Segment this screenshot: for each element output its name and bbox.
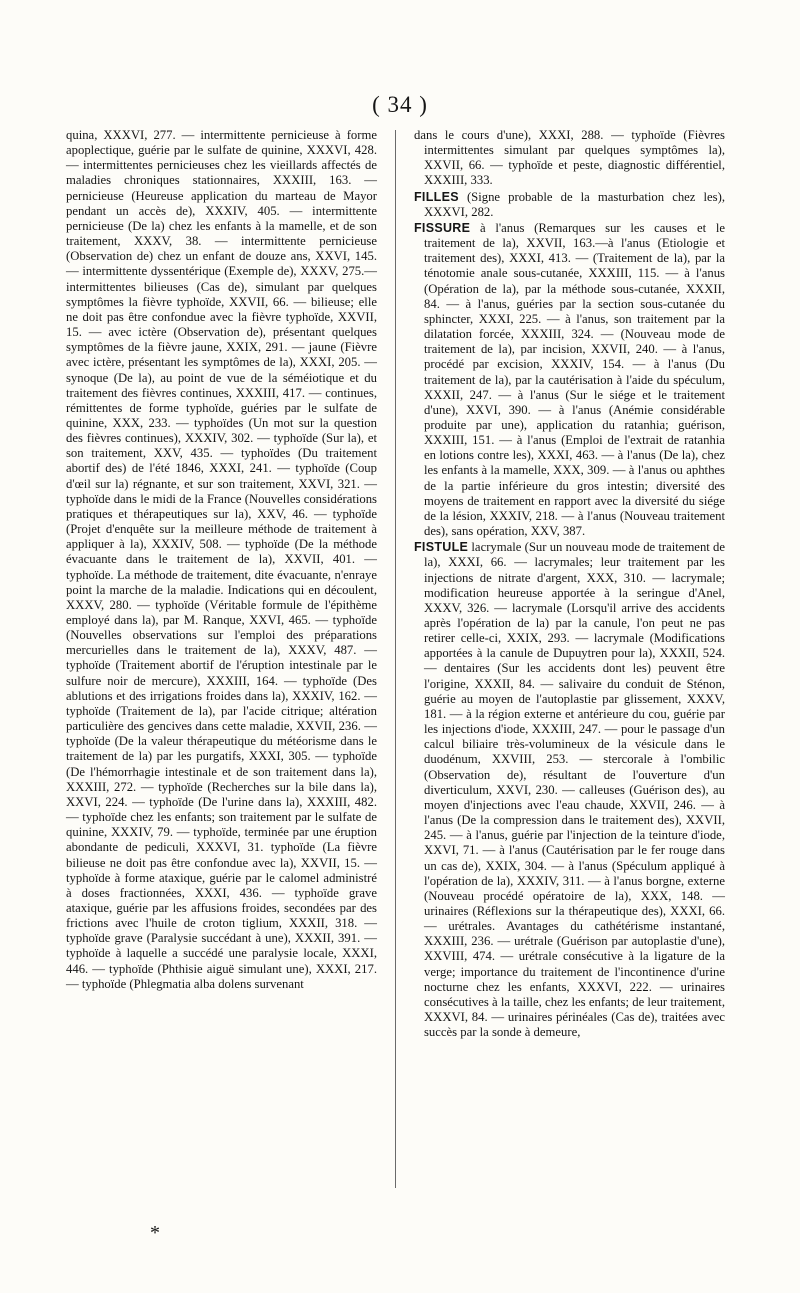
index-entry-continuation (414, 128, 725, 189)
signature-mark: * (150, 1222, 160, 1244)
entry-text: lacrymale (Sur un nouveau mode de traitement de la), XXXI, 66. — lacrymales; leur traitement par les injections de nitrate d'argent, XXX, 310. — lacrymale; modification heureuse apportée à la seringue d'Anel, XXXV, 326. — lacrymale (Lorsqu'il arrive des accidents après l'opération de la) par la canule, l'on peut ne pas retirer celle-ci, XXIX, 293. — lacrymale (Modifications apportées à la canule de Dupuytren pour la), XXXII, 524. — dentaires (Sur les accidents dont les) peuvent être l'origine, XXXII, 84. — salivaire du conduit de Sténon, guérie au moyen de l'autoplastie par glissement, XXXV, 181. — à la région externe et antérieure du cou, guérie par les injections d'iode, XXXIII, 247. — pour le passage d'un calcul biliaire très-volumineux de la vésicule dans le duodénum, XXVIII, 253. — stercorale à l'ombilic (Observation de), résultant de l'ouverture d'un diverticulum, XXVI, 230. — calleuses (Guérison des), au moyen d'injections avec l'eau chaude, XXVII, 246. — à l'anus (De la compression dans le traitement des), XXVII, 245. — à l'anus, guérie par l'injection de la teinture d'iode, XXVI, 71. — à l'anus (Cautérisation par le fer rouge dans un cas de), XXIX, 304. — à l'anus (Spéculum appliqué à l'opération de la), XXXIV, 311. — à l'anus borgne, externe (Nouveau procédé opératoire de la), XXX, 148. — urinaires (Réflexions sur la thérapeutique des), XXXI, 66. — urétrales. Avantages du cathétérisme instantané, XXXIII, 236. — urétrale (Guérison par autoplastie d'une), XXVIII, 474. — urétrale consécutive à la ligature de la verge; importance du traitement de l'incontinence d'urine nocturne chez les enfants, XXXVI, 222. — urinaires consécutives à la taille, chez les enfants; de leur traitement, XXXVI, 84. — urinaires périnéales (Cas de), traitées avec succès par la sonde à demeure, (424, 540, 725, 1040)
page-number: ( 34 ) (372, 92, 428, 117)
entry-text: dans le cours d'une), XXXI, 288. — typhoïde (Fièvres intermittentes simulant par quelques symptômes la), XXVII, 66. — typhoïde et peste, diagnostic différentiel, XXXIII, 333. (414, 128, 725, 188)
entry-heading: FISTULE (414, 540, 469, 555)
left-column-text: quina, XXXVI, 277. — intermittente pernicieuse à forme apoplectique, guérie par le sulfate de quinine, XXXVI, 428.— intermittentes pernicieuses chez les vieillards affectés de maladies chroniques stationnaires, XXXIII, 163. — pernicieuse (Heureuse application du marteau de Mayor pendant un accès de), XXXIV, 405. — intermittente pernicieuse (De la) chez les enfants à la mamelle, et de son traitement, XXXV, 38. — intermittente pernicieuse (Observation de) chez un enfant de douze ans, XXVI, 145. — intermittente dyssentérique (Exemple de), XXXV, 275.—intermittentes bilieuses (Cas de), simulant par quelques symptômes la fièvre typhoïde, XXVII, 66. — bilieuse; elle ne doit pas être confondue avec la fièvre typhoïde, XXVII, 15. — avec ictère (Observation de), présentant quelques symptômes de la fièvre jaune, XXIX, 291. — jaune (Fièvre avec ictère, présentant les symptômes de la), XXXI, 205. — synoque (De la), au point de vue de la séméiotique et du traitement des fièvres continues, XXXIII, 417. — continues, rémittentes de forme typhoïde, guéries par le sulfate de quinine, XXX, 233. — typhoïdes (Un mot sur la question des fièvres continues), XXXIV, 302. — typhoïde (Sur la), et son traitement, XXV, 435. — typhoïdes (Du traitement abortif des) de l'été 1846, XXXI, 241. — typhoïde (Coup d'œil sur la) régnante, et sur son traitement, XXVI, 321. — typhoïde dans le midi de la France (Nouvelles considérations pratiques et thérapeutiques sur la), XXV, 46. — typhoïde (Projet d'enquête sur la meilleure méthode de traitement à appliquer à la), XXXIV, 508. — typhoïde (De la méthode évacuante dans le traitement de la), XXVII, 401. — typhoïde. La méthode de traitement, dite évacuante, n'enraye point la marche de la maladie. Indications qui en découlent, XXXV, 280. — typhoïde (Véritable formule de l'épithème employé dans la), par M. Ranque, XXVI, 465. — typhoïde (Nouvelles observations sur l'emploi des préparations mercurielles dans le traitement de la), XXXV, 487. — typhoïde (Traitement abortif de l'éruption intestinale par le sulfure noir de mercure), XXXIII, 164. — typhoïde (Des ablutions et des irrigations froides dans la), XXXIV, 162. — typhoïde (Traitement de la), par l'acide citrique; altération particulière des gencives dans cette maladie, XXVII, 236. — typhoïde (De la valeur thérapeutique du météorisme dans le traitement de la) par les purgatifs, XXXI, 305. — typhoïde (De l'hémorrhagie intestinale et de son traitement dans la), XXXIII, 272. — typhoïde (Recherches sur la bile dans la), XXVI, 224. — typhoïde (De l'urine dans la), XXXIII, 482.— typhoïde chez les enfants; son traitement par le sulfate de quinine, XXXIV, 79. — typhoïde, terminée par une éruption abondante de pediculi, XXXVI, 31. typhoïde (La fièvre bilieuse ne doit pas être confondue avec la), XXVII, 15. — typhoïde à forme ataxique, guérie par le calomel administré à doses fractionnées, XXXI, 436. — typhoïde grave ataxique, guérie par les affusions froides, secondées par des frictions avec l'huile de croton tiglium, XXXII, 318. —typhoïde grave (Paralysie succédant à une), XXXII, 391. — typhoïde à laquelle a succédé une paralysie locale, XXXI, 446. — typhoïde (Phthisie aiguë simulant une), XXXI, 217. — typhoïde (Phlegmatia alba dolens survenant (66, 128, 377, 991)
index-entry-fistule (414, 540, 725, 1040)
entry-heading: FILLES (414, 189, 459, 204)
right-column (414, 128, 725, 1041)
index-entry-fissure (414, 221, 725, 539)
entry-text: (Signe probable de la masturbation chez les), XXXVI, 282. (424, 189, 725, 219)
left-column (66, 128, 377, 993)
index-entry-filles (414, 190, 725, 220)
column-divider (395, 130, 396, 1188)
entry-heading: FISSURE (414, 220, 471, 235)
entry-text: à l'anus (Remarques sur les causes et le traitement de la), XXVII, 163.—à l'anus (Etiologie et traitement des), XXXI, 413. — (Traitement de la), par la ténotomie anale sous-cutanée, XXXIII, 115. — à l'anus (Opération de la), par la méthode sous-cutanée, XXXII, 84. — à l'anus, guéries par la section sous-cutanée du sphincter, XXXI, 225. — à l'anus, son traitement par la dilatation forcée, XXXIII, 324. — (Nouveau mode de traitement de la), par incision, XXVII, 240. — à l'anus, procédé par excision, XXXIV, 154. — à l'anus (Du traitement de la), par la cautérisation à l'aide du spéculum, XXXII, 247. — à l'anus (Sur le siége et le traitement d'une), XXVI, 390. — à l'anus (Anémie considérable produite par une), application du ratanhia; guérison, XXXIII, 151. — à l'anus (Emploi de l'extrait de ratanhia en lotions contre les), XXXI, 463. — à l'anus (De la), chez les enfants à la mamelle, XXX, 309. — à l'anus ou aphthes de la partie inférieure du gros intestin; diversité des moyens de traitement en rapport avec la diversité du siége de la lésion, XXXIV, 218. — à l'anus (Nouveau traitement des), sans opération, XXV, 387. (424, 220, 726, 539)
